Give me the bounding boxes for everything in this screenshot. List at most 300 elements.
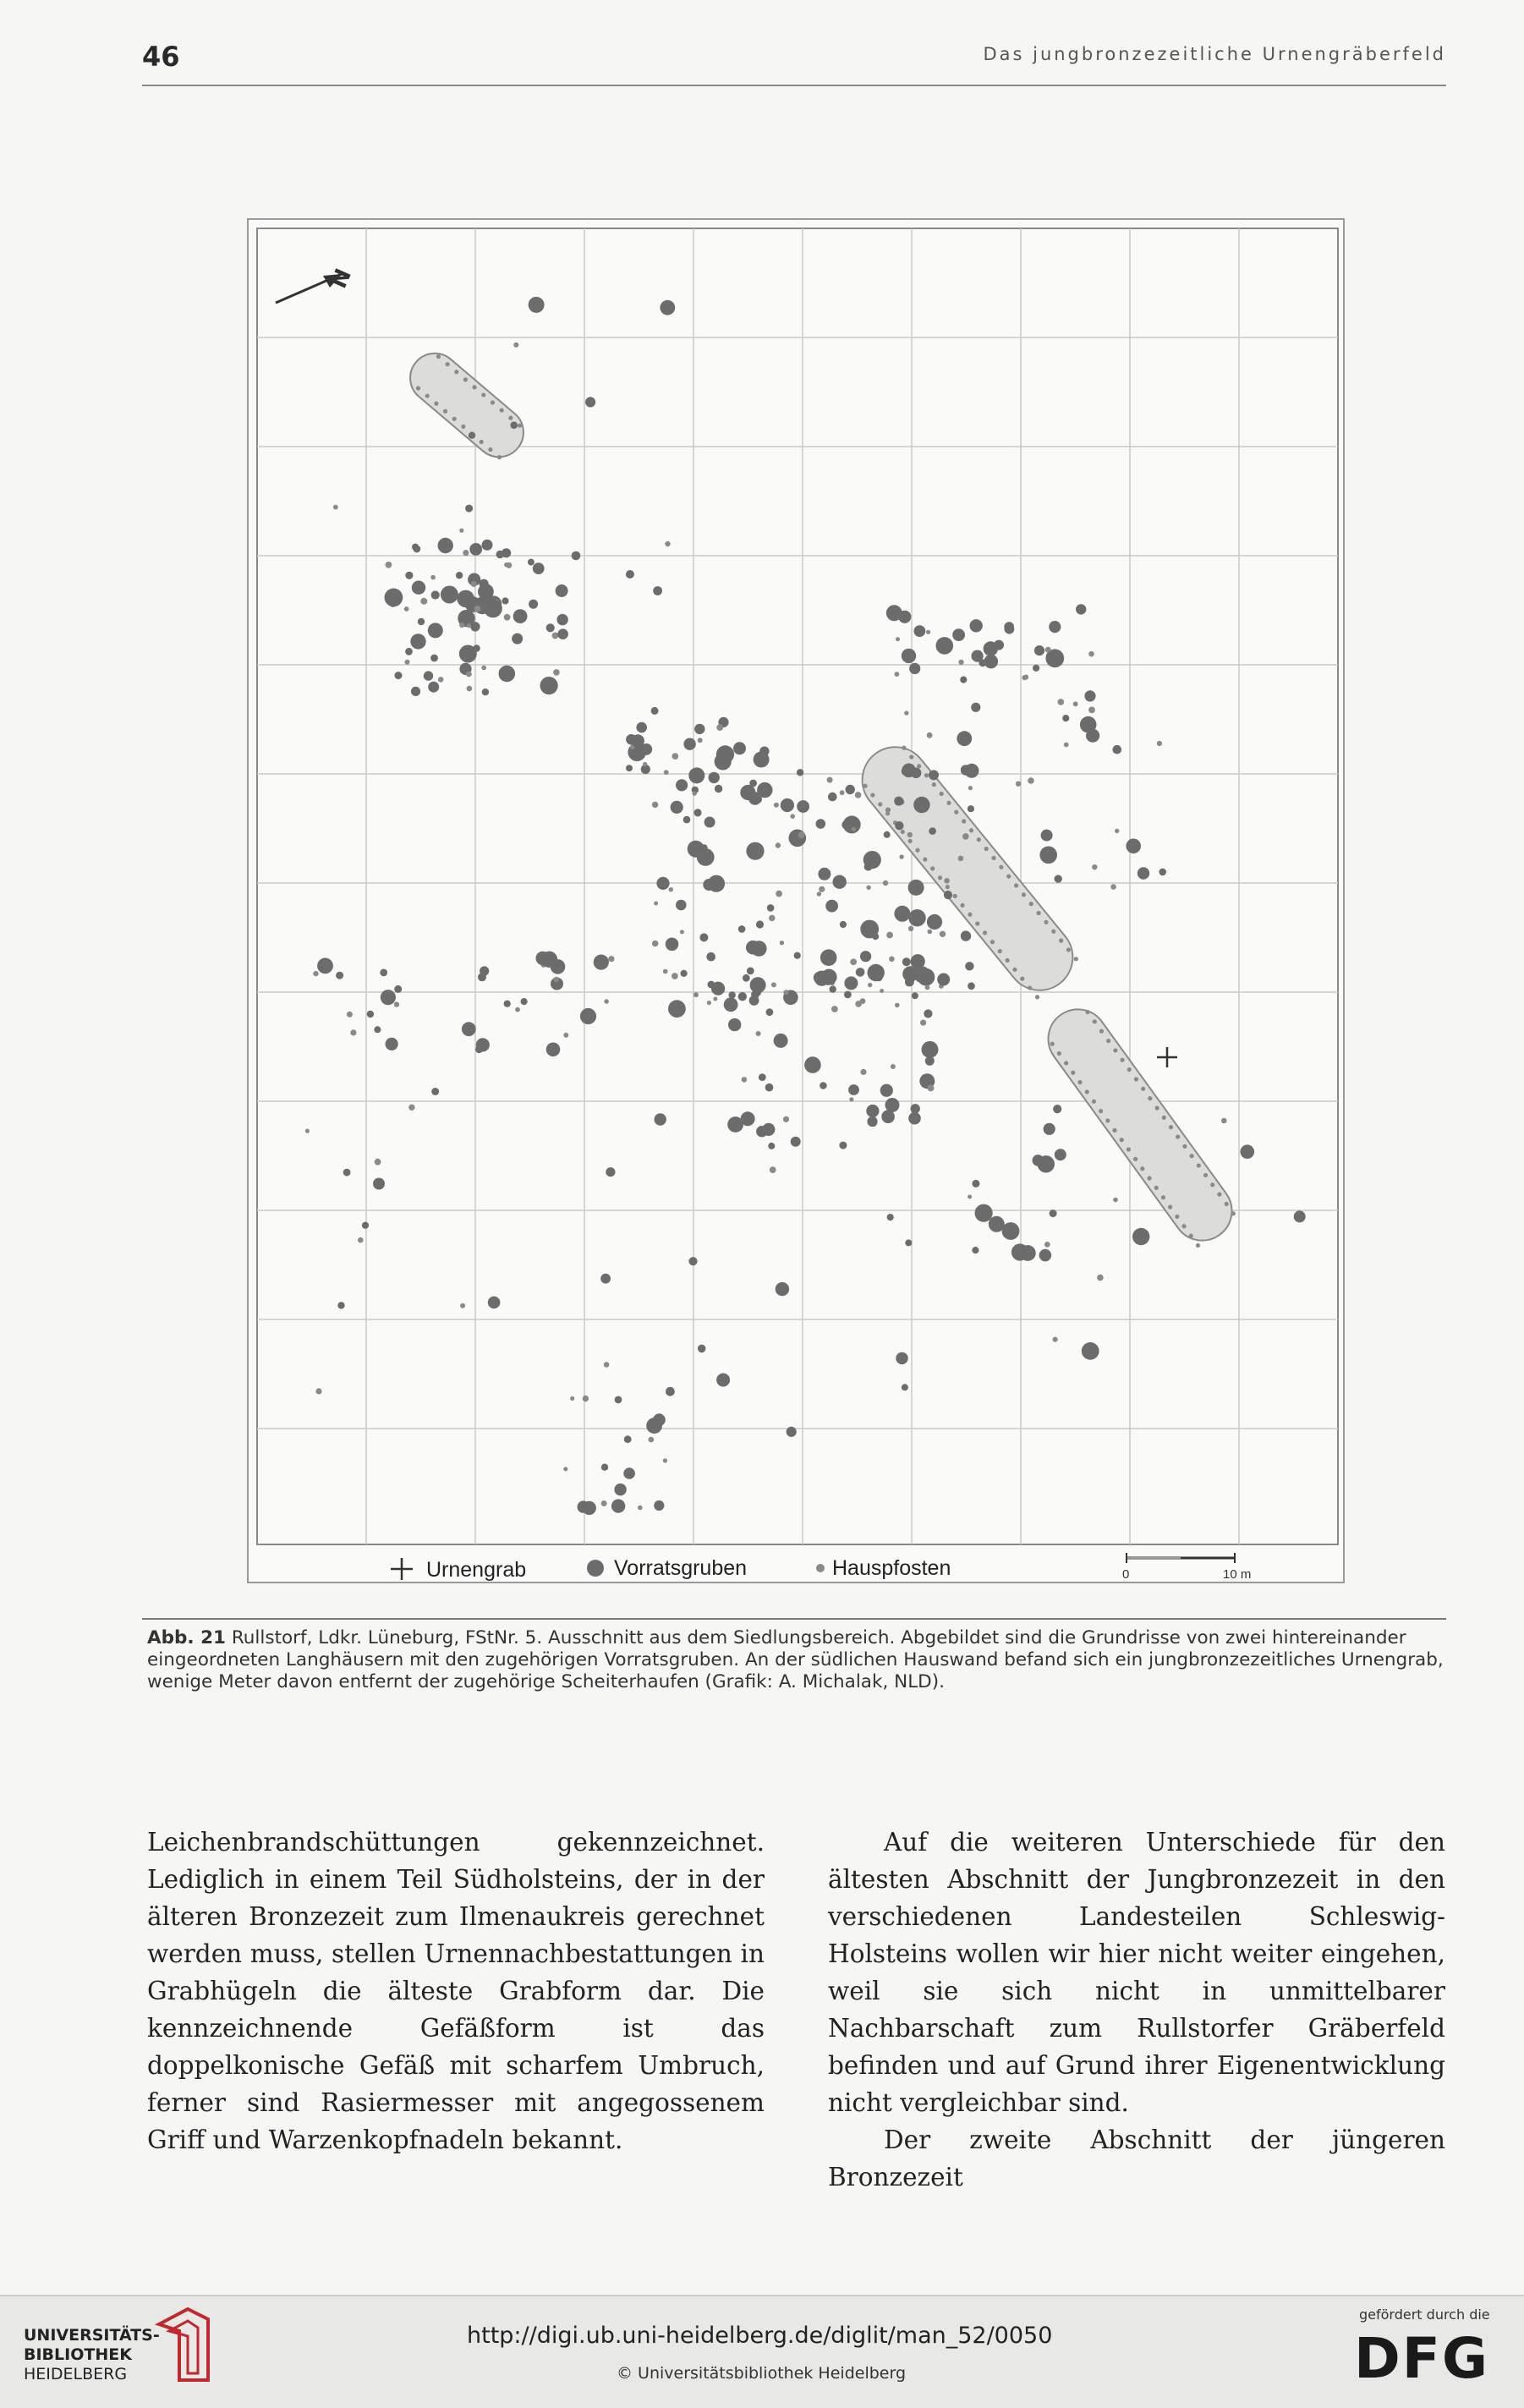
storage-pit (499, 666, 516, 683)
storage-pit (1055, 875, 1062, 882)
storage-pit (394, 985, 402, 993)
storage-pit (911, 1104, 920, 1113)
storage-pit (912, 992, 918, 999)
storage-pit (482, 688, 489, 695)
storage-pit (840, 921, 847, 928)
house-post (944, 878, 950, 884)
house-post (885, 808, 891, 813)
storage-pit (681, 970, 688, 977)
storage-pit (965, 764, 979, 778)
storage-pit (412, 581, 425, 595)
storage-pit (844, 991, 852, 999)
house-post (774, 803, 779, 808)
storage-pit (441, 586, 458, 604)
storage-pit (994, 640, 1004, 650)
storage-pit (961, 930, 971, 941)
house-post (553, 669, 560, 676)
storage-pit (317, 958, 333, 974)
house-post (958, 660, 963, 665)
copyright-notice: © Universitätsbibliothek Heidelberg (617, 2364, 907, 2383)
longhouse-outline (1037, 997, 1244, 1252)
storage-pit (456, 572, 463, 579)
north-label: N (326, 265, 358, 293)
storage-pit (929, 770, 939, 780)
house-post (604, 1362, 610, 1368)
storage-pit (733, 742, 746, 754)
house-post (386, 562, 392, 568)
storage-pit (1126, 839, 1141, 854)
storage-pit (606, 1167, 615, 1177)
house-post (926, 630, 930, 634)
house-post (1113, 1198, 1118, 1203)
house-post (925, 985, 930, 990)
storage-pit (1034, 645, 1044, 655)
house-post (313, 971, 318, 976)
storage-pit (636, 722, 647, 733)
header-rule (142, 85, 1446, 86)
storage-pit (839, 1142, 847, 1149)
storage-pit (791, 1137, 801, 1147)
storage-pit (624, 1435, 632, 1443)
storage-pit (960, 677, 967, 683)
storage-pit (1241, 1144, 1255, 1159)
storage-pit (660, 300, 675, 315)
house-post (638, 1506, 643, 1511)
grid-lines (257, 228, 1338, 1544)
house-post (664, 770, 669, 775)
storage-pit (626, 570, 634, 579)
house-post (962, 833, 969, 840)
storage-pit (965, 962, 973, 970)
storage-pit (754, 752, 770, 768)
storage-pit (860, 920, 879, 939)
storage-pit (666, 1387, 675, 1396)
house-post (769, 915, 775, 921)
house-post (515, 1007, 520, 1012)
storage-pit (936, 637, 954, 655)
storage-pit (510, 421, 518, 429)
house-post (663, 1458, 667, 1462)
storage-pit (385, 589, 403, 607)
house-post (474, 606, 481, 612)
storage-pit (488, 1297, 501, 1309)
house-post (1115, 829, 1119, 833)
house-post (928, 930, 933, 935)
storage-pit (881, 1110, 895, 1123)
storage-pit (866, 1105, 879, 1117)
house-post (693, 791, 697, 795)
storage-pit (825, 900, 838, 913)
storage-pit (556, 614, 567, 625)
storage-pit (972, 1247, 979, 1253)
house-post (459, 623, 464, 628)
storage-pit (972, 1180, 979, 1188)
storage-pit (462, 1022, 476, 1036)
storage-pit (902, 957, 911, 966)
storage-pit (894, 906, 910, 922)
house-post (770, 1166, 776, 1173)
storage-pit (751, 941, 767, 957)
house-post (1221, 1118, 1227, 1124)
storage-pit (902, 649, 916, 663)
house-post (896, 637, 900, 641)
storage-pit (601, 1464, 608, 1471)
storage-pit (373, 1178, 385, 1190)
storage-pit (701, 844, 708, 851)
storage-pit (1062, 715, 1069, 721)
house-post (652, 802, 658, 808)
storage-pit (944, 891, 952, 899)
house-post (680, 930, 684, 934)
storage-pit (1138, 867, 1149, 879)
storage-pit (1039, 847, 1057, 864)
storage-pit (529, 297, 545, 313)
house-post (643, 762, 647, 766)
storage-pit (671, 801, 683, 814)
storage-pit (927, 914, 942, 930)
figure-caption (147, 1627, 1450, 1693)
storage-pit (774, 1034, 788, 1048)
house-post (817, 891, 821, 896)
house-post (1016, 782, 1021, 787)
storage-pit (905, 1239, 912, 1246)
storage-pit (703, 879, 715, 891)
storage-pit (336, 972, 343, 979)
storage-pit (816, 819, 826, 829)
storage-pit (738, 992, 747, 1001)
house-post (654, 902, 658, 906)
house-post (852, 827, 856, 831)
storage-pit (457, 590, 474, 608)
house-post (904, 710, 908, 715)
storage-pit (794, 952, 801, 959)
house-post (798, 831, 805, 838)
house-post (776, 891, 782, 897)
house-post (1088, 707, 1095, 714)
house-post (907, 832, 913, 837)
storage-pit (496, 551, 505, 559)
house-post (1088, 651, 1094, 657)
house-post (713, 997, 717, 1001)
legend (391, 1556, 951, 1582)
storage-pit (411, 687, 420, 696)
longhouse-outline (400, 343, 534, 467)
house-post (652, 941, 659, 947)
storage-pit (1011, 1243, 1028, 1260)
storage-pit (556, 584, 568, 597)
storage-pit (533, 562, 545, 574)
storage-pit (1084, 690, 1095, 701)
storage-pit (337, 1302, 344, 1308)
house-post (827, 777, 833, 783)
house-post (408, 1105, 414, 1111)
storage-pit (704, 817, 715, 828)
storage-pit (594, 955, 609, 970)
house-post (570, 1396, 574, 1401)
storage-pit (585, 397, 595, 407)
storage-pit (1033, 665, 1039, 672)
storage-pit (841, 820, 850, 829)
storage-pit (557, 628, 568, 639)
house-post (927, 732, 933, 738)
storage-pit (654, 1500, 664, 1511)
house-post (1097, 1275, 1104, 1281)
storage-pit (765, 1083, 774, 1092)
storage-pit (469, 432, 475, 439)
storage-pit (821, 969, 837, 985)
storage-pit (1082, 1342, 1099, 1360)
urn-grave-marker-icon (1157, 1047, 1177, 1067)
house-post-legend-icon (816, 1564, 825, 1572)
storage-pit (572, 551, 581, 561)
scale-bar (1122, 1553, 1251, 1582)
house-post (880, 989, 884, 993)
storage-pit (757, 782, 772, 798)
body-paragraph: Leichenbrandschüttungen gekennzeichnet. Lediglich in einem Teil Südholsteins, der in der älteren Bronzezeit zum Ilmenaukreis gerechnet werden muss, stellen Urnennachbestattungen in Grabhügeln die älteste Grabform dar. Die kennzeichnende Gefäßform ist das doppelkonische Gefäß mit scharfem Umbruch, ferner sind Rasiermesser mit angegossenem Griff und Warzenkopfnadeln bekannt. (147, 1828, 765, 2154)
house-post (1073, 701, 1078, 706)
storage-pit (465, 505, 473, 513)
house-post (1195, 1242, 1201, 1248)
house-post (1028, 777, 1034, 784)
storage-pit (668, 1000, 686, 1018)
house-post (840, 790, 845, 795)
body-column-left (147, 1824, 765, 2158)
storage-pit (867, 1116, 877, 1127)
library-name-line: UNIVERSITÄTS- (24, 2326, 160, 2345)
house-post (698, 738, 703, 743)
house-post (466, 672, 472, 677)
storage-pit (925, 1056, 935, 1066)
house-post (1053, 1337, 1058, 1342)
storage-pit (727, 1116, 743, 1133)
storage-pit (640, 743, 652, 755)
house-post (1073, 956, 1079, 962)
feature-dots (305, 297, 1306, 1515)
storage-pit (521, 998, 528, 1005)
storage-pit (863, 851, 881, 869)
storage-pit (1055, 1149, 1066, 1160)
storage-pit (828, 793, 837, 802)
house-post (895, 672, 900, 677)
storage-pit (706, 952, 715, 962)
storage-pit (580, 1008, 596, 1024)
storage-pit (848, 1084, 859, 1095)
library-name-line: BIBLIOTHEK (24, 2345, 132, 2364)
storage-pit (1039, 1249, 1052, 1262)
house-post (563, 1033, 568, 1038)
house-post (504, 562, 509, 568)
house-post (886, 932, 893, 939)
storage-pit (473, 645, 480, 652)
storage-pit (797, 769, 803, 776)
storage-pit (724, 997, 738, 1012)
storage-pit (740, 785, 755, 800)
house-post (604, 999, 609, 1004)
house-post (404, 606, 409, 612)
house-post (920, 1020, 926, 1026)
site-plan-figure (247, 218, 1345, 1583)
storage-pit (715, 785, 722, 793)
storage-pit (1050, 1209, 1057, 1217)
storage-pit (418, 618, 425, 625)
storage-pit (386, 1038, 398, 1050)
storage-pit (898, 611, 911, 623)
storage-pit (676, 900, 687, 911)
storage-pit (600, 1274, 611, 1284)
house-post (663, 969, 668, 974)
house-post (866, 886, 870, 890)
storage-pit (789, 830, 807, 847)
storage-pit (623, 1467, 635, 1479)
storage-pit (820, 1082, 827, 1089)
storage-pit (709, 772, 720, 783)
house-post (394, 1001, 399, 1007)
storage-pit (922, 1041, 939, 1058)
house-post (860, 1069, 866, 1075)
storage-pit (343, 1169, 351, 1177)
house-post (467, 623, 471, 628)
storage-pit (749, 996, 759, 1006)
storage-pit (711, 982, 725, 996)
storage-pit (546, 1043, 561, 1057)
storage-pit (820, 872, 828, 880)
house-post (780, 941, 784, 945)
house-post (895, 1003, 900, 1008)
scale-end: 10 m (1223, 1567, 1252, 1582)
house-post (968, 786, 973, 790)
body-paragraph: Auf die weiteren Unterschiede für den ältesten Abschnitt der Jungbronzezeit in den verschiedenen Landesteilen Schleswig-Holsteins wollen wir hier nicht weiter eingehen, weil sie sich nicht in unmittelbarer Nachbarschaft zum Rullstorfer Gräberfeld befinden und auf Grund ihrer Eigenentwicklung nicht vergleichbar sind. (828, 1828, 1445, 2117)
storage-pit (908, 880, 924, 896)
house-post (1058, 699, 1065, 705)
storage-pit (868, 964, 885, 981)
house-post (958, 856, 964, 862)
storage-pit (820, 949, 837, 966)
storage-pit (693, 809, 701, 816)
storage-pit (754, 796, 762, 804)
storage-pit (908, 909, 925, 926)
library-logo-icon (154, 2306, 213, 2383)
storage-pit (729, 991, 736, 998)
storage-pit (469, 543, 482, 556)
house-post (672, 973, 678, 979)
house-post (742, 1077, 748, 1083)
house-post (649, 1437, 655, 1443)
house-post (467, 686, 473, 692)
storage-pit (412, 544, 419, 551)
storage-pit (833, 875, 847, 889)
storage-pit (756, 920, 764, 928)
storage-pit (929, 827, 936, 835)
site-plan-map (249, 220, 1346, 1585)
storage-pit (1041, 830, 1053, 842)
scale-start: 0 (1122, 1567, 1130, 1582)
storage-pit (694, 724, 704, 734)
storage-pit (688, 767, 704, 783)
storage-pit (512, 634, 523, 645)
house-post (908, 926, 913, 931)
house-post (883, 880, 888, 886)
storage-pit (830, 985, 836, 992)
storage-pit (611, 1499, 625, 1512)
storage-pit (905, 978, 914, 987)
storage-pit (428, 682, 439, 693)
storage-pit (626, 765, 633, 771)
storage-pit (431, 590, 440, 599)
storage-pit (896, 1352, 907, 1364)
storage-pit (683, 816, 691, 824)
storage-pit (746, 842, 764, 860)
storage-pit (1044, 1123, 1055, 1135)
source-url-link[interactable]: http://digi.ub.uni-heidelberg.de/diglit/man_52/0050 (467, 2323, 1053, 2349)
house-post (583, 1396, 589, 1401)
storage-pit (908, 1112, 921, 1125)
storage-pit (952, 628, 965, 641)
storage-pit (438, 538, 453, 553)
house-post (1045, 647, 1051, 653)
storage-pit (787, 1427, 797, 1437)
house-post (716, 724, 723, 731)
map-border (257, 228, 1338, 1544)
storage-pit (482, 540, 493, 551)
storage-pit (431, 1088, 439, 1095)
storage-pit (362, 1222, 369, 1229)
storage-pit (381, 990, 396, 1005)
caption-text: Rullstorf, Ldkr. Lüneburg, FStNr. 5. Ausschnitt aus dem Siedlungsbereich. Abgebildet sind die Grundrisse von zwei hintereinander eingeordneten Langhäusern mit den zugehörigen Vorratsgruben. An der südlichen Hauswand befand sich ein jungbronzezeitliches Urnengrab, wenige Meter davon entfernt der zugehörige Scheiterhaufen (Grafik: A. Michalak, NLD). (147, 1627, 1444, 1692)
storage-pit (887, 1214, 894, 1220)
longhouse-outlines (400, 343, 1243, 1253)
storage-pit (984, 655, 999, 669)
storage-pit (428, 623, 443, 638)
storage-pit (676, 779, 688, 791)
house-post (601, 1500, 607, 1506)
house-post (420, 598, 427, 605)
house-post (868, 983, 872, 987)
storage-pit (971, 703, 980, 712)
storage-pit (743, 974, 750, 982)
storage-pit (551, 959, 566, 974)
legend-pits-label: Vorratsgruben (614, 1556, 748, 1580)
storage-pit (797, 800, 809, 813)
library-name (24, 2326, 160, 2384)
storage-pit (894, 797, 903, 806)
storage-pit (804, 1056, 821, 1073)
house-post (928, 1084, 935, 1091)
storage-pit (968, 982, 975, 990)
storage-pit (615, 1396, 622, 1404)
house-post (333, 505, 338, 510)
legend-posts-label: Hauspfosten (832, 1556, 951, 1580)
storage-pit (715, 753, 732, 770)
storage-pit (653, 1413, 666, 1426)
storage-pit (1033, 1155, 1044, 1166)
house-post (693, 992, 699, 997)
house-post (756, 1031, 761, 1036)
house-post (831, 1006, 838, 1012)
house-post (783, 1116, 789, 1122)
storage-pit (1132, 1228, 1149, 1245)
storage-pit (781, 798, 794, 812)
house-post (1157, 741, 1162, 746)
storage-pit (884, 831, 891, 838)
storage-pit (767, 904, 775, 912)
house-post (315, 1388, 321, 1394)
storage-pit (1159, 869, 1166, 876)
house-post (375, 1159, 381, 1166)
house-post (783, 990, 788, 995)
storage-pit (478, 973, 486, 981)
storage-pit (728, 1018, 741, 1031)
storage-pit (528, 559, 534, 566)
